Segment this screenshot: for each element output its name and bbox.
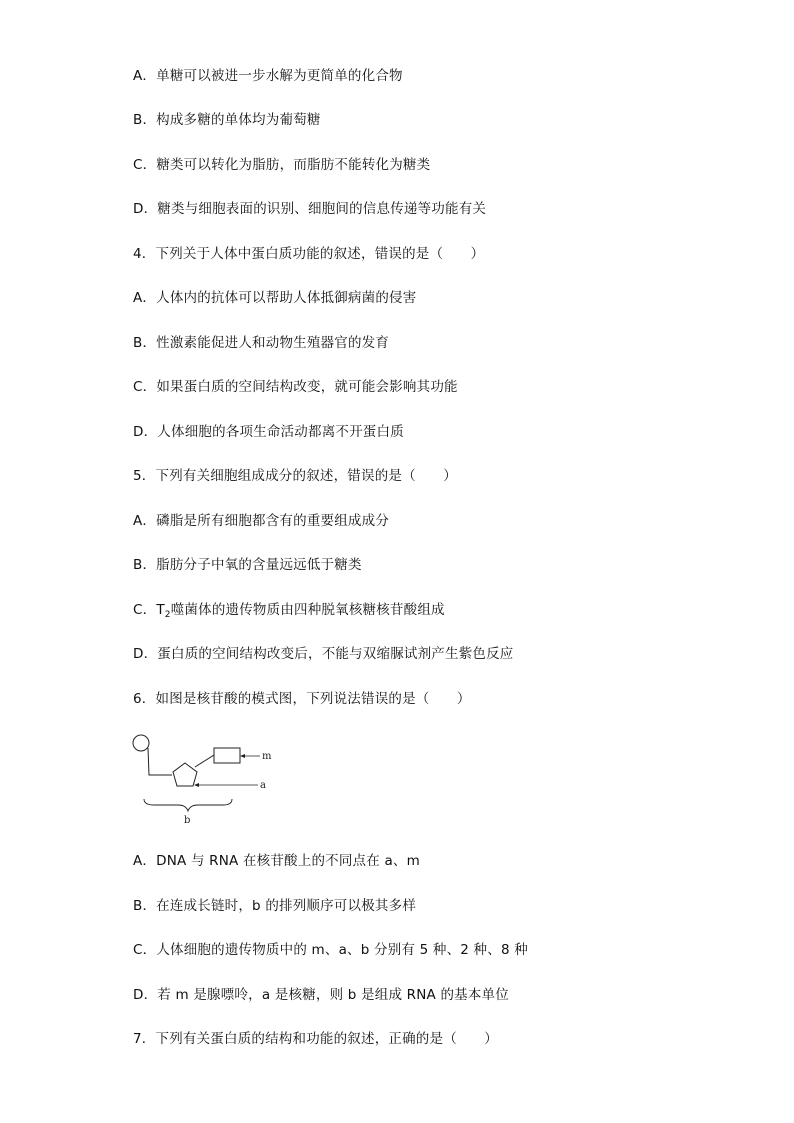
line-4a: A．人体内的抗体可以帮助人体抵御病菌的侵害	[133, 290, 417, 306]
label-m: m	[262, 751, 272, 762]
base-rect	[214, 748, 240, 763]
sugar-base-bond	[195, 755, 214, 767]
nucleotide-diagram	[128, 733, 288, 828]
line-3b: B．构成多糖的单体均为葡萄糖	[133, 112, 321, 128]
line-5c-prefix: C．T	[133, 602, 165, 618]
line-6b: B．在连成长链时，b 的排列顺序可以极其多样	[133, 898, 417, 914]
line-3c: C．糖类可以转化为脂肪，而脂肪不能转化为糖类	[133, 157, 431, 173]
line-3d: D．糖类与细胞表面的识别、细胞间的信息传递等功能有关	[133, 201, 487, 217]
question-7: 7．下列有关蛋白质的结构和功能的叙述，正确的是（ ）	[133, 1031, 498, 1047]
line-6d: D．若 m 是腺嘌呤，a 是核糖，则 b 是组成 RNA 的基本单位	[133, 987, 509, 1003]
phosphate-circle	[133, 735, 149, 751]
question-4: 4．下列关于人体中蛋白质功能的叙述，错误的是（ ）	[133, 246, 485, 262]
arrow-a-head	[194, 783, 199, 787]
question-5: 5．下列有关细胞组成成分的叙述，错误的是（ ）	[133, 468, 457, 484]
line-6c: C．人体细胞的遗传物质中的 m、a、b 分别有 5 种、2 种、8 种	[133, 942, 528, 958]
phosphate-sugar-bond	[148, 748, 172, 775]
line-3a: A．单糖可以被进一步水解为更简单的化合物	[133, 68, 403, 84]
brace-b	[144, 799, 232, 811]
line-4c: C．如果蛋白质的空间结构改变，就可能会影响其功能	[133, 379, 458, 395]
question-6: 6．如图是核苷酸的模式图，下列说法错误的是（ ）	[133, 691, 471, 707]
line-4b: B．性激素能促进人和动物生殖器官的发育	[133, 335, 390, 351]
line-6a: A．DNA 与 RNA 在核苷酸上的不同点在 a、m	[133, 853, 420, 869]
line-5a: A．磷脂是所有细胞都含有的重要组成成分	[133, 513, 390, 529]
line-5c-suffix: 噬菌体的遗传物质由四种脱氧核糖核苷酸组成	[170, 602, 445, 618]
line-5c-subscript: 2	[164, 610, 171, 620]
line-5b: B．脂肪分子中氧的含量远远低于糖类	[133, 557, 362, 573]
label-b: b	[184, 815, 191, 826]
arrow-m-head	[240, 754, 245, 758]
line-4d: D．人体细胞的各项生命活动都离不开蛋白质	[133, 424, 404, 440]
line-5d: D．蛋白质的空间结构改变后，不能与双缩脲试剂产生紫色反应	[133, 646, 514, 662]
pentose-sugar	[173, 763, 197, 786]
label-a: a	[260, 780, 266, 791]
line-5c	[133, 601, 445, 624]
